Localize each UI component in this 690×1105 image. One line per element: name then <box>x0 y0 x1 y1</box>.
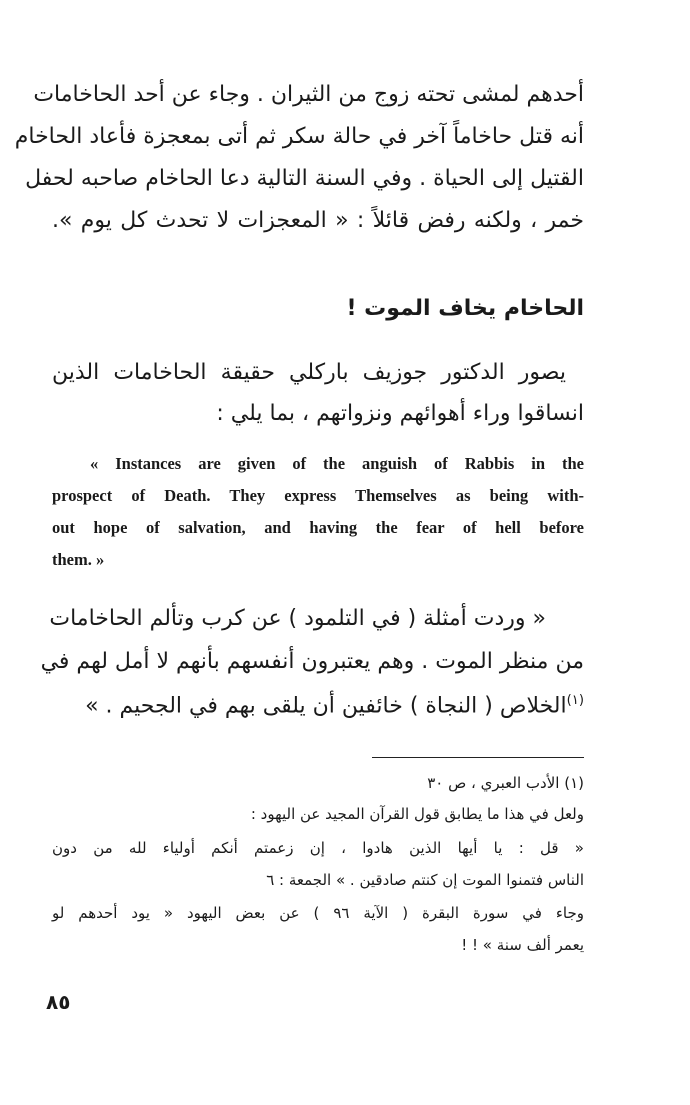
footnote-line: الناس فتمنوا الموت إن كنتم صادقين . » الجمعة : ٦ <box>266 871 584 889</box>
footnote-line: (١) الأدب العبري ، ص ٣٠ <box>427 774 584 792</box>
page-number: ٨٥ <box>46 990 71 1014</box>
quote-line: prospect of Death. They express Themselves as being with- <box>52 486 584 505</box>
text-line: يصور الدكتور جوزيف باركلي حقيقة الحاخامات الذين <box>52 360 566 385</box>
text-line: أحدهم لمشى تحته زوج من الثيران . وجاء عن أحد الحاخامات <box>33 82 584 107</box>
quote-line: out hope of salvation, and having the fear of hell before <box>52 518 584 537</box>
text-line-content: الخلاص ( النجاة ) خائفين أن يلقى بهم في الجحيم . » <box>85 693 567 719</box>
footnote-marker: (١) <box>566 693 584 708</box>
footnote-line: « قل : يا أيها الذين هادوا ، إن زعمتم أنكم أولياء لله من دون <box>52 839 584 857</box>
text-line: خمر ، ولكنه رفض قائلاً : « المعجزات لا تحدث كل يوم ». <box>52 208 584 233</box>
text-line: أنه قتل حاخاماً آخر في حالة سكر ثم أتى بمعجزة فأعاد الحاخام <box>14 124 584 149</box>
text-line: من منظر الموت . وهم يعتبرون أنفسهم بأنهم لا أمل لهم في <box>40 649 584 674</box>
quote-line: « Instances are given of the anguish of Rabbis in the <box>90 454 584 473</box>
footnote-line: وجاء في سورة البقرة ( الآية ٩٦ ) عن بعض اليهود « يود أحدهم لو <box>52 904 584 922</box>
text-line: القتيل إلى الحياة . وفي السنة التالية دعا الحاخام صاحبه لحفل <box>25 166 584 191</box>
text-line: « وردت أمثلة ( في التلمود ) عن كرب وتألم الحاخامات <box>49 606 546 631</box>
quote-line: them. » <box>52 550 105 569</box>
footnote-line: ولعل في هذا ما يطابق قول القرآن المجيد عن اليهود : <box>250 805 584 823</box>
footnote-divider <box>372 757 584 758</box>
footnote-line: يعمر ألف سنة » ! ! <box>461 936 584 954</box>
text-line: انساقوا وراء أهوائهم ونزواتهم ، بما يلي : <box>216 401 584 426</box>
section-heading: الحاخام يخاف الموت ! <box>346 296 584 321</box>
text-line <box>85 694 584 717</box>
